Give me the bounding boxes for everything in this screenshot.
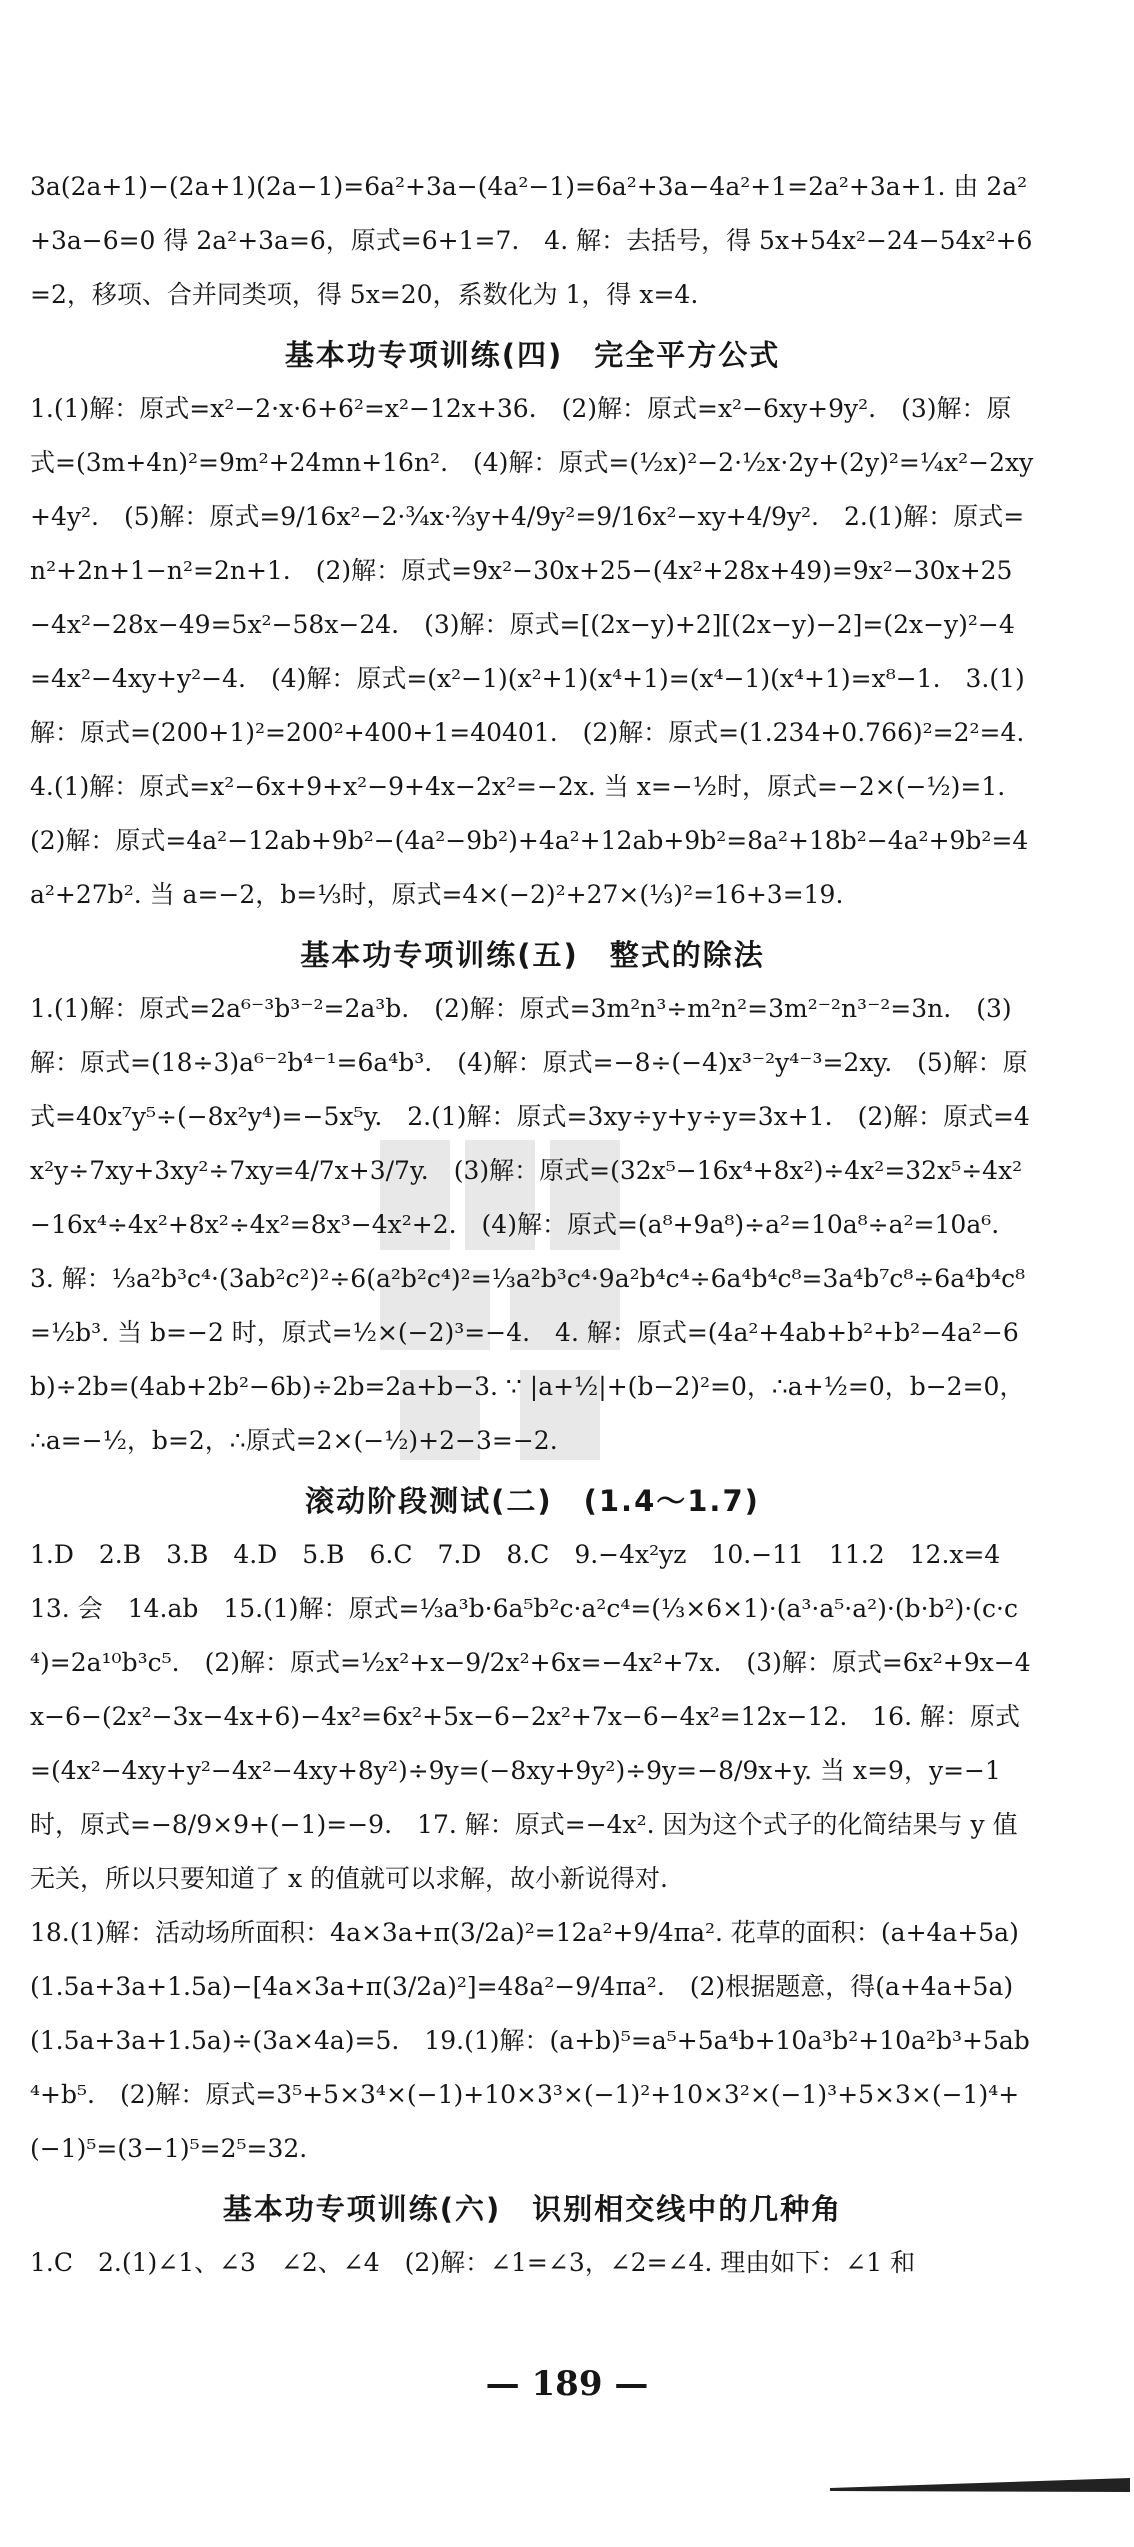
answer-paragraph: 1.C 2.(1)∠1、∠3 ∠2、∠4 (2)解：∠1=∠3，∠2=∠4. 理由如下：∠1 和 [30,2248,916,2277]
answer-section [30,2182,1035,2290]
page-edge-mark [830,2478,1130,2492]
answer-section [30,160,1035,322]
answer-page [30,160,1050,2290]
answer-paragraph: 1.(1)解：原式=2a⁶⁻³b³⁻²=2a³b. (2)解：原式=3m²n³÷m²n²=3m²⁻²n³⁻²=3n. (3)解：原式=(18÷3)a⁶⁻²b⁴⁻¹=6a⁴b³. (4)解：原式=−8÷(−4)x³⁻²y⁴⁻³=2xy. (5)解：原式=40x⁷y⁵÷(−8x²y⁴)=−5x⁵y. 2.(1)解：原式=3xy÷y+y÷y=3x+1. (2)解：原式=4x²y÷7xy+3xy²÷7xy=4/7x+3/7y. (3)解：原式=(32x⁵−16x⁴+8x²)÷4x²=32x⁵÷4x²−16x⁴÷4x²+8x²÷4x²=8x³−4x²+2. (4)解：原式=(a⁸+9a⁸)÷a²=10a⁸÷a²=10a⁶. 3. 解：⅓a²b³c⁴·(3ab²c²)²÷6(a²b²c⁴)²=⅓a²b³c⁴·9a²b⁴c⁴÷6a⁴b⁴c⁸=3a⁴b⁷c⁸÷6a⁴b⁴c⁸=½b³. 当 b=−2 时，原式=½×(−2)³=−4. 4. 解：原式=(4a²+4ab+b²+b²−4a²−6b)÷2b=(4ab+2b²−6b)÷2b=2a+b−3. ∵ |a+½|+(b−2)²=0，∴a+½=0，b−2=0，∴a=−½，b=2，∴原式=2×(−½)+2−3=−2. [30,994,1030,1455]
section-heading: 滚动阶段测试(二) (1.4～1.7) [305,1484,760,1518]
section-heading: 基本功专项训练(四) 完全平方公式 [284,338,781,372]
page-number: — 189 — [485,2364,649,2404]
section-heading: 基本功专项训练(六) 识别相交线中的几种角 [222,2192,843,2226]
answer-section [30,328,1050,922]
answer-paragraph: 3a(2a+1)−(2a+1)(2a−1)=6a²+3a−(4a²−1)=6a²+3a−4a²+1=2a²+3a+1. 由 2a²+3a−6=0 得 2a²+3a=6，原式=6+1=7. 4. 解：去括号，得 5x+54x²−24−54x²+6=2，移项、合并同类项，得 5x=20，系数化为 1，得 x=4. [30,172,1033,309]
answer-paragraph: 18.(1)解：活动场所面积：4a×3a+π(3/2a)²=12a²+9/4πa². 花草的面积：(a+4a+5a)(1.5a+3a+1.5a)−[4a×3a+π(3/2a)²]=48a²−9/4πa². (2)根据题意，得(a+4a+5a)(1.5a+3a+1.5a)÷(3a×4a)=5. 19.(1)解：(a+b)⁵=a⁵+5a⁴b+10a³b²+10a²b³+5ab⁴+b⁵. (2)解：原式=3⁵+5×3⁴×(−1)+10×3³×(−1)²+10×3²×(−1)³+5×3×(−1)⁴+(−1)⁵=(3−1)⁵=2⁵=32. [30,1918,1030,2163]
answer-paragraph: 1.D 2.B 3.B 4.D 5.B 6.C 7.D 8.C 9.−4x²yz 10.−11 11.2 12.x=4 13. 会 14.ab 15.(1)解：原式=⅓a³b·6a⁵b²c·a²c⁴=(⅓×6×1)·(a³·a⁵·a²)·(b·b²)·(c·c⁴)=2a¹⁰b³c⁵. (2)解：原式=½x²+x−9/2x²+6x=−4x²+7x. (3)解：原式=6x²+9x−4x−6−(2x²−3x−4x+6)−4x²=6x²+5x−6−2x²+7x−6−4x²=12x−12. 16. 解：原式=(4x²−4xy+y²−4x²−4xy+8y²)÷9y=(−8xy+9y²)÷9y=−8/9x+y. 当 x=9，y=−1 时，原式=−8/9×9+(−1)=−9. 17. 解：原式=−4x². 因为这个式子的化简结果与 y 值无关，所以只要知道了 x 的值就可以求解，故小新说得对. [30,1540,1031,1893]
section-heading: 基本功专项训练(五) 整式的除法 [300,938,765,972]
answer-section [30,928,1035,1468]
answer-paragraph: 1.(1)解：原式=x²−2·x·6+6²=x²−12x+36. (2)解：原式=x²−6xy+9y². (3)解：原式=(3m+4n)²=9m²+24mn+16n². (4)解：原式=(½x)²−2·½x·2y+(2y)²=¼x²−2xy+4y². (5)解：原式=9/16x²−2·¾x·⅔y+4/9y²=9/16x²−xy+4/9y². 2.(1)解：原式=n²+2n+1−n²=2n+1. (2)解：原式=9x²−30x+25−(4x²+28x+49)=9x²−30x+25−4x²−28x−49=5x²−58x−24. (3)解：原式=[(2x−y)+2][(2x−y)−2]=(2x−y)²−4=4x²−4xy+y²−4. (4)解：原式=(x²−1)(x²+1)(x⁴+1)=(x⁴−1)(x⁴+1)=x⁸−1. 3.(1)解：原式=(200+1)²=200²+400+1=40401. (2)解：原式=(1.234+0.766)²=2²=4. 4.(1)解：原式=x²−6x+9+x²−9+4x−2x²=−2x. 当 x=−½时，原式=−2×(−½)=1. (2)解：原式=4a²−12ab+9b²−(4a²−9b²)+4a²+12ab+9b²=8a²+18b²−4a²+9b²=4a²+27b². 当 a=−2，b=⅓时，原式=4×(−2)²+27×(⅓)²=16+3=19. [30,394,1050,909]
answer-section [30,1474,1035,2176]
